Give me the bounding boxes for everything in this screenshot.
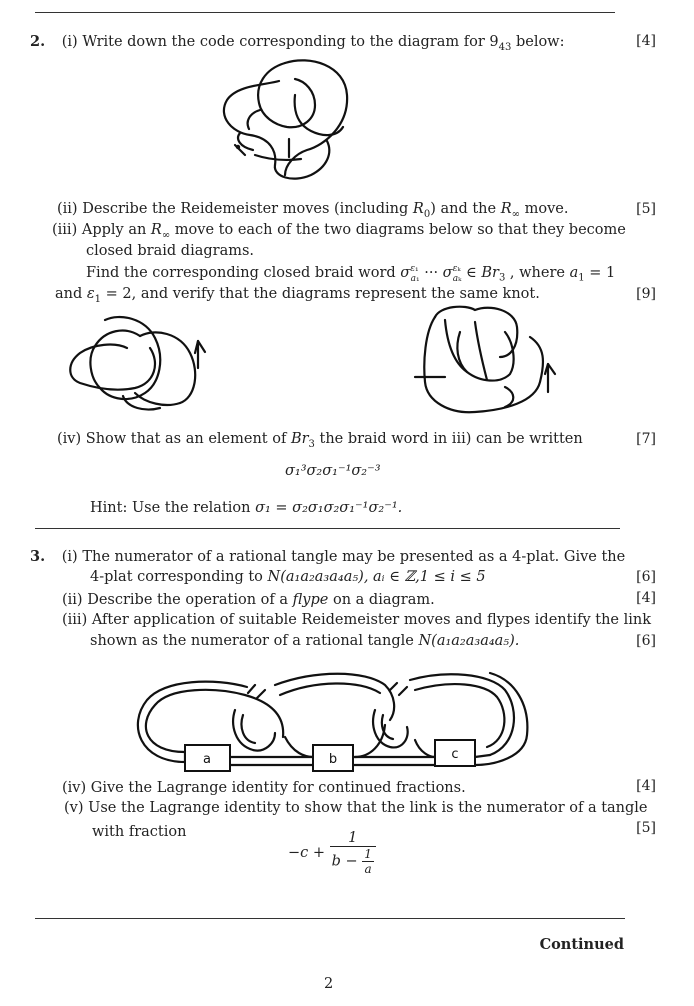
knot-diagram-right bbox=[405, 302, 565, 422]
q3-iii-line1 bbox=[62, 612, 651, 628]
q2-ii-r0: R bbox=[412, 201, 424, 217]
q3-line-ii bbox=[62, 592, 435, 608]
q3-iv-label: (iv) bbox=[62, 780, 87, 796]
q2-ii-text-c: move. bbox=[519, 201, 569, 217]
q2-iii-line3-c: , where bbox=[505, 264, 570, 281]
q3-ii-flype: flype bbox=[292, 592, 329, 608]
q2-ii-rinf-sub: ∞ bbox=[511, 208, 520, 220]
q3-v-line1 bbox=[64, 800, 648, 816]
q3-iv-text: Give the Lagrange identity for continued fractions. bbox=[90, 780, 466, 796]
frac-den bbox=[330, 847, 376, 876]
frac-den-lead: b − bbox=[331, 853, 358, 870]
q2-iii-line3-b: ∈ bbox=[461, 264, 482, 281]
q3-ii-text-b: on a diagram. bbox=[328, 592, 435, 608]
q2-iv-label: (iv) bbox=[57, 431, 82, 447]
tangle-label-b: b bbox=[328, 752, 338, 767]
q2-iii-marks: [9] bbox=[636, 286, 656, 302]
q2-i-marks: [4] bbox=[636, 33, 656, 49]
q3-ii-label: (ii) bbox=[62, 592, 83, 608]
q2-i-text: Write down the code corresponding to the diagram for bbox=[82, 34, 490, 50]
q2-iv-hint-formula: σ₁ = σ₂σ₁σ₂σ₁⁻¹σ₂⁻¹. bbox=[255, 500, 403, 516]
q3-iii-line2-a: shown as the numerator of a rational tangle bbox=[90, 633, 419, 649]
rational-tangle-diagram bbox=[135, 665, 535, 780]
q3-iii-formula: N(a₁a₂a₃a₄a₅). bbox=[418, 633, 520, 649]
q2-iv-br-sub: 3 bbox=[308, 438, 315, 450]
q2-line-iv bbox=[57, 431, 583, 450]
frac-lead: −c + bbox=[288, 845, 326, 861]
q2-line-i bbox=[30, 33, 564, 53]
frac-inner-den: a bbox=[364, 862, 372, 876]
q3-iv-marks: [4] bbox=[636, 778, 656, 794]
q2-ii-text-b: ) and the bbox=[430, 201, 501, 217]
q3-i-label: (i) bbox=[61, 549, 78, 565]
q2-iii-line3-a: Find the corresponding closed braid word bbox=[86, 264, 401, 281]
q2-iv-hint bbox=[90, 500, 402, 516]
q2-iii-cond: a bbox=[569, 264, 579, 281]
tangle-label-c: c bbox=[451, 747, 459, 762]
q2-ii-marks: [5] bbox=[636, 201, 656, 217]
q2-line-ii bbox=[57, 201, 568, 220]
q2-iii-line4-a: and bbox=[55, 286, 87, 302]
q2-number: 2. bbox=[30, 33, 46, 50]
q2-iii-eps-sub: 1 bbox=[94, 293, 102, 305]
q2-i-text-post: below: bbox=[511, 34, 565, 50]
bottom-rule bbox=[35, 918, 625, 919]
knot-diagram-left bbox=[65, 308, 225, 418]
q2-ii-text-a: Describe the Reidemeister moves (including bbox=[82, 201, 413, 217]
frac-inner bbox=[362, 847, 374, 876]
tangle-label-a: a bbox=[203, 752, 211, 767]
q2-iii-line3: Find the corresponding closed braid word $\sigma^{\varepsilon_1}_{a_1}$ ··· $\sigma^{\varepsilon_k}_{a_k}$ ∈ $Br_3$ , where $a_1 = 1$ bbox=[86, 264, 616, 284]
q2-iii-rinf-sub: ∞ bbox=[161, 229, 171, 241]
q2-iii-line4-b: = 2, and verify that the diagrams represent the same knot. bbox=[101, 286, 540, 302]
q3-line-iv bbox=[62, 780, 466, 796]
frac-num: 1 bbox=[330, 830, 376, 847]
q2-iii-line3-d: = 1 bbox=[584, 264, 616, 281]
q2-iii-label: (iii) bbox=[52, 222, 78, 238]
q3-number: 3. bbox=[30, 548, 46, 565]
q2-iii-br: Br bbox=[481, 264, 499, 281]
q3-v-label: (v) bbox=[64, 800, 84, 816]
q2-iii-line1-a: Apply an bbox=[81, 222, 151, 238]
q2-iii-line1-b: move to each of the two diagrams below so that they become bbox=[170, 222, 626, 238]
q2-iv-formula: σ₁³σ₂σ₁⁻¹σ₂⁻³ bbox=[285, 463, 381, 479]
mid-rule bbox=[35, 528, 620, 529]
frac-inner-num: 1 bbox=[364, 847, 372, 861]
q2-knot-sub: 43 bbox=[498, 41, 512, 53]
q2-i-label: (i) bbox=[61, 34, 78, 50]
q3-v-line1-text: Use the Lagrange identity to show that the link is the numerator of a tangle bbox=[88, 800, 648, 816]
q3-iii-line1-text: After application of suitable Reidemeister moves and flypes identify the link bbox=[91, 612, 652, 628]
q2-iii-eps: ε bbox=[86, 286, 95, 302]
q3-iii-marks: [6] bbox=[636, 633, 656, 649]
frac-outer bbox=[330, 830, 376, 876]
q2-iv-text-a: Show that as an element of bbox=[85, 431, 291, 447]
q3-ii-text-a: Describe the operation of a bbox=[87, 592, 293, 608]
continued-fraction bbox=[288, 830, 376, 876]
q3-i-line1: The numerator of a rational tangle may be presented as a 4-plat. Give the bbox=[82, 549, 626, 565]
q2-ii-r0-sub: 0 bbox=[423, 208, 431, 220]
q2-iii-cond-sub: 1 bbox=[578, 272, 585, 284]
q3-i-marks: [6] bbox=[636, 569, 656, 585]
page-number: 2 bbox=[324, 976, 334, 992]
q2-ii-label: (ii) bbox=[57, 201, 78, 217]
q2-iii-line1 bbox=[52, 222, 626, 241]
q2-iv-br: Br bbox=[290, 431, 309, 447]
q2-knot-name: 9 bbox=[489, 34, 499, 50]
q2-iii-braid-word: σ bbox=[400, 264, 411, 281]
top-rule bbox=[35, 12, 615, 13]
q3-i-formula: N(a₁a₂a₃a₄a₅), aᵢ ∈ ℤ,1 ≤ i ≤ 5 bbox=[267, 569, 486, 585]
q3-line-i bbox=[30, 548, 625, 565]
q2-iii-rinf: R bbox=[150, 222, 162, 238]
continued-label: Continued bbox=[539, 936, 624, 953]
q2-ii-rinf: R bbox=[500, 201, 512, 217]
knot-9-43-diagram bbox=[215, 55, 360, 185]
q3-v-line2: with fraction bbox=[92, 824, 187, 840]
q3-ii-marks: [4] bbox=[636, 590, 656, 606]
q3-i-line2-a: 4-plat corresponding to bbox=[90, 569, 268, 585]
q2-iv-hint-text: Hint: Use the relation bbox=[90, 500, 256, 516]
q3-iii-label: (iii) bbox=[62, 612, 88, 628]
q3-i-line2 bbox=[90, 569, 486, 585]
q2-iv-text-b: the braid word in iii) can be written bbox=[314, 431, 583, 447]
q2-iv-marks: [7] bbox=[636, 431, 656, 447]
q2-iii-br-sub: 3 bbox=[498, 272, 506, 284]
q2-iii-line2: closed braid diagrams. bbox=[86, 243, 255, 259]
q3-iii-line2 bbox=[90, 633, 519, 649]
q3-v-marks: [5] bbox=[636, 820, 656, 836]
